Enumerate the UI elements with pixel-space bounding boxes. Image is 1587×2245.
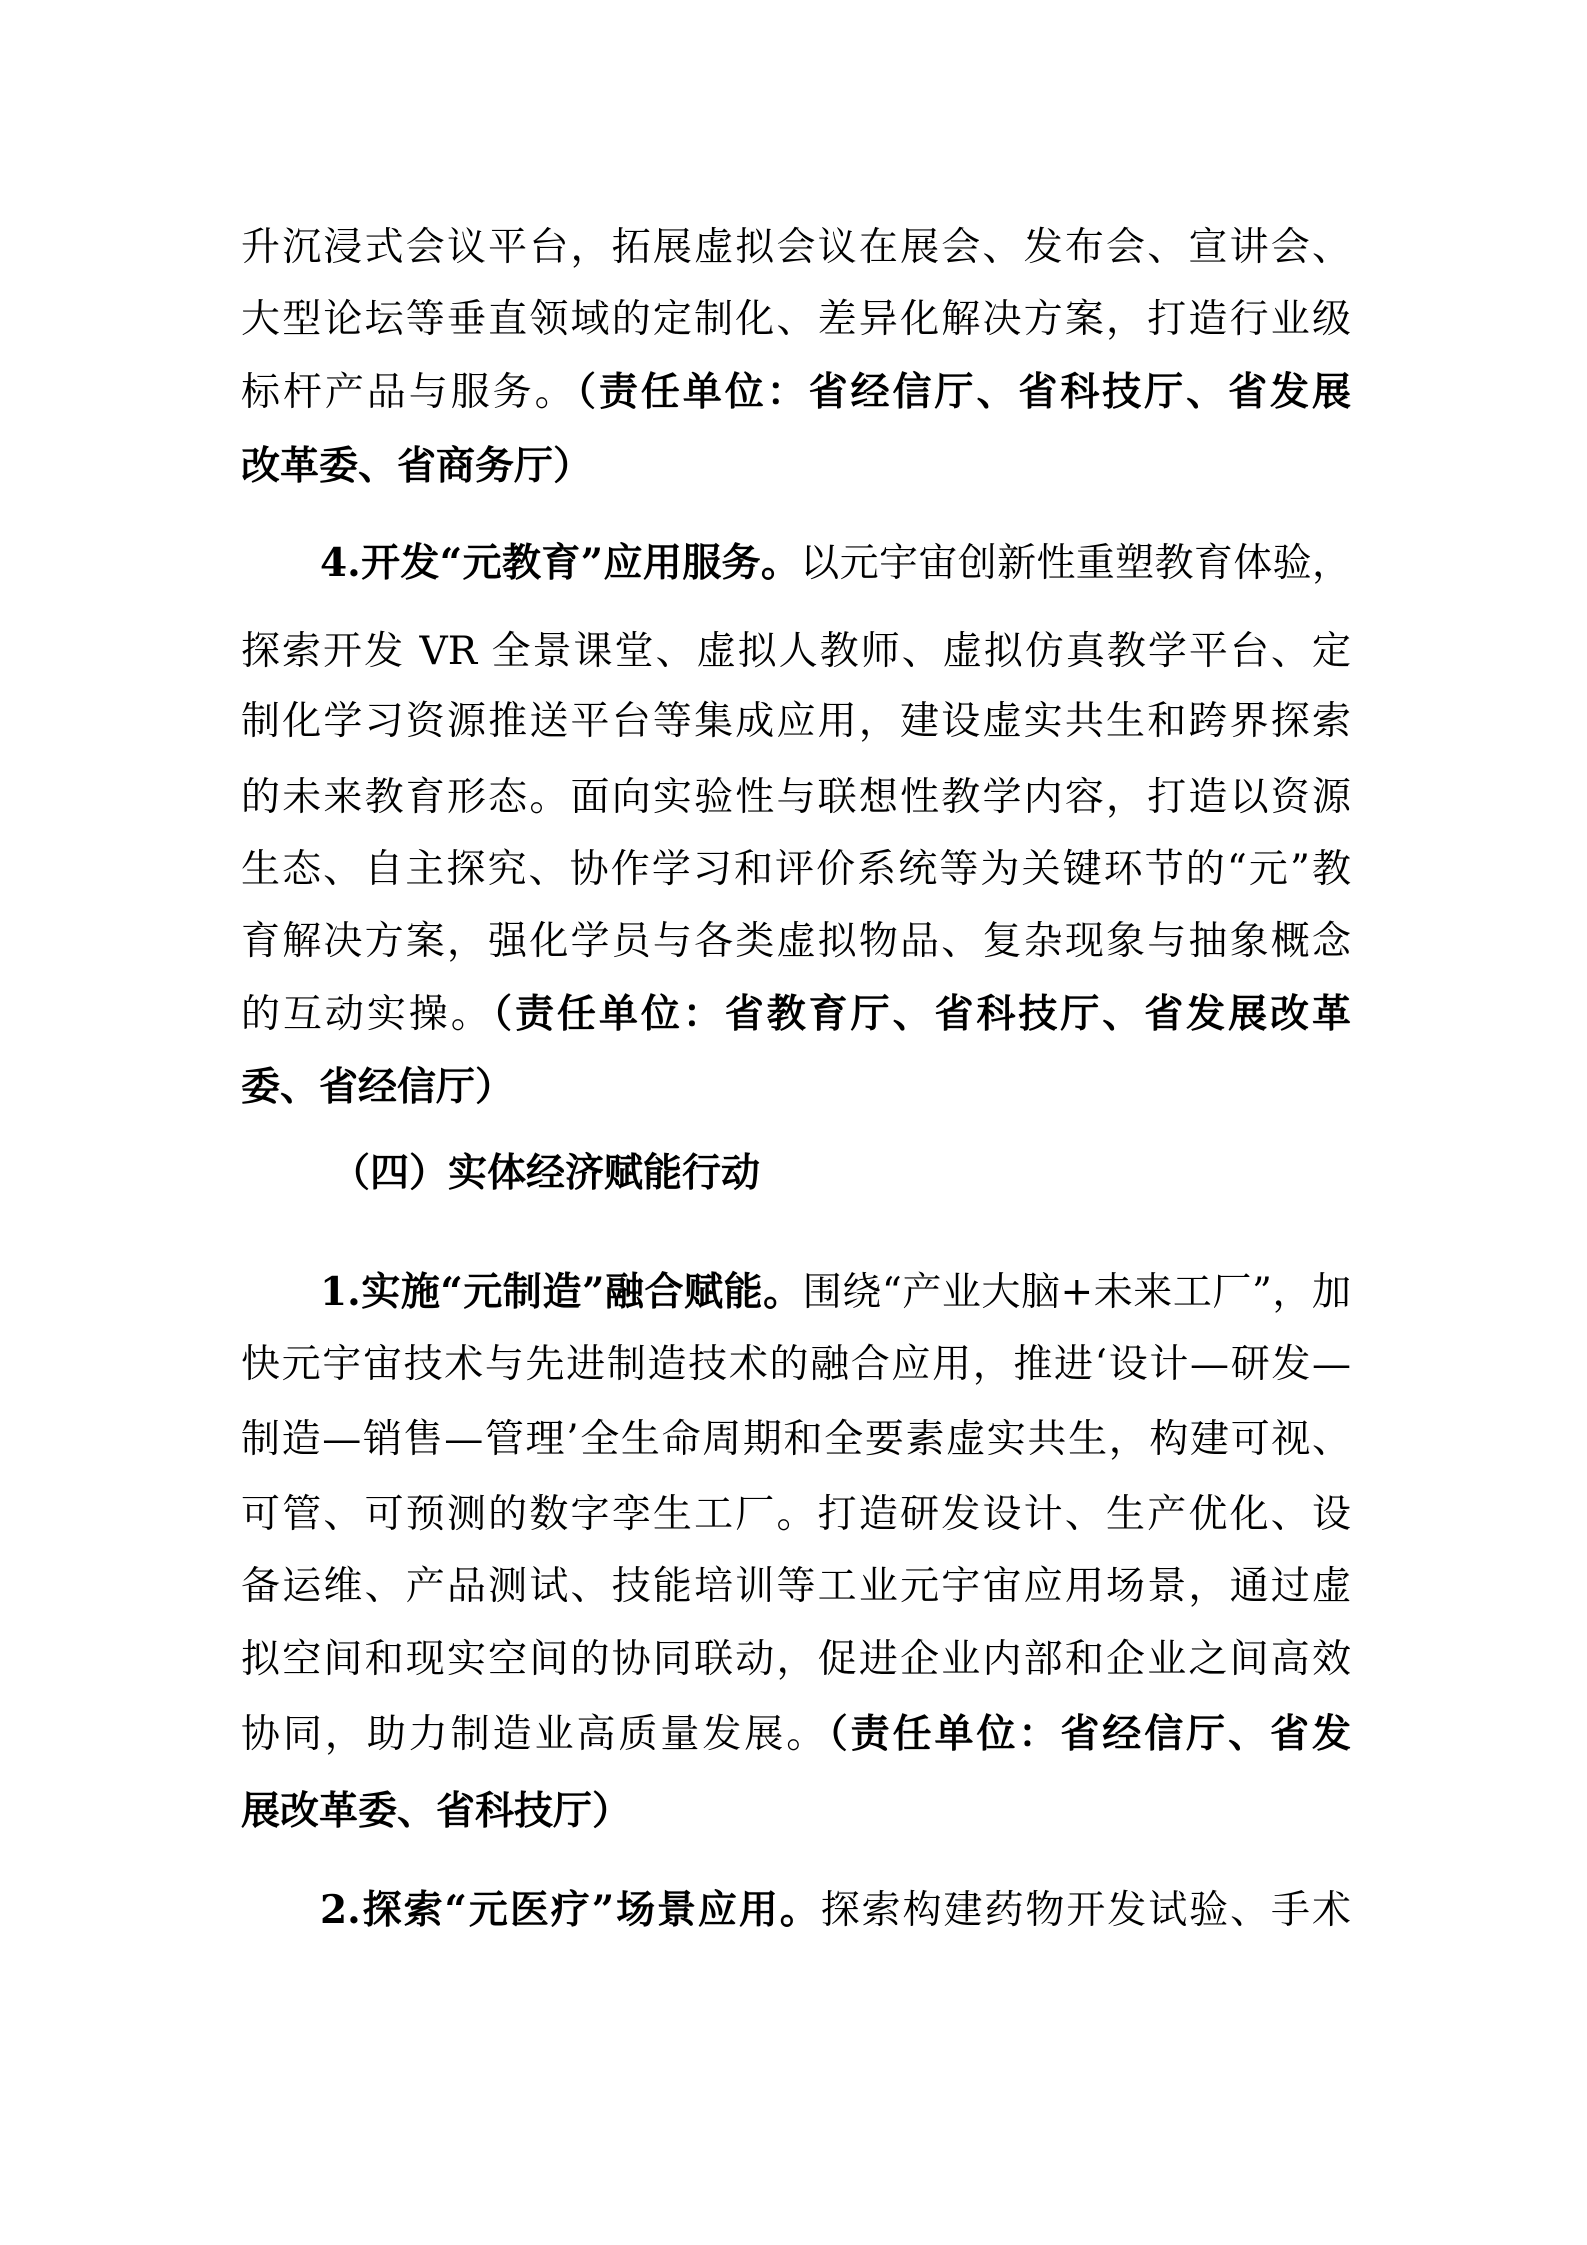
item-title: 2.探索“元医疗”场景应用。 bbox=[320, 1887, 821, 1933]
responsible-units: （责任单位：省经信厅、省发 bbox=[828, 1712, 1351, 1757]
paragraph-line: 生态、自主探究、协作学习和评价系统等为关键环节的“元”教 bbox=[241, 847, 1351, 892]
paragraph-text: 以元宇宙创新性重塑教育体验， bbox=[800, 541, 1351, 586]
paragraph-line: 快元宇宙技术与先进制造技术的融合应用，推进‘设计—研发— bbox=[241, 1342, 1351, 1387]
paragraph-text: 围绕“产业大脑+未来工厂”，加 bbox=[802, 1270, 1351, 1315]
paragraph-text: 标杆产品与服务。 bbox=[241, 370, 577, 415]
paragraph-line: 制造—销售—管理’全生命周期和全要素虚实共生，构建可视、 bbox=[241, 1417, 1351, 1462]
paragraph-line bbox=[241, 363, 1351, 423]
responsible-units: （责任单位：省教育厅、省科技厅、省发展改革 bbox=[492, 992, 1351, 1037]
paragraph-line: 可管、可预测的数字孪生工厂。打造研发设计、生产优化、设 bbox=[241, 1492, 1351, 1537]
paragraph-line bbox=[241, 1058, 1351, 1118]
paragraph-line bbox=[241, 437, 1351, 497]
paragraph-line: 升沉浸式会议平台，拓展虚拟会议在展会、发布会、宣讲会、 bbox=[241, 225, 1351, 270]
item-heading-line bbox=[320, 1262, 1351, 1322]
item-title: 4.开发“元教育”应用服务。 bbox=[320, 540, 801, 586]
paragraph-line bbox=[241, 985, 1351, 1045]
item-heading-line bbox=[320, 533, 1351, 593]
responsible-units: 展改革委、省科技厅） bbox=[241, 1789, 632, 1834]
paragraph-line bbox=[241, 1705, 1351, 1765]
responsible-units: 委、省经信厅） bbox=[241, 1065, 515, 1110]
paragraph-line: 备运维、产品测试、技能培训等工业元宇宙应用场景，通过虚 bbox=[241, 1564, 1351, 1609]
paragraph-line: 育解决方案，强化学员与各类虚拟物品、复杂现象与抽象概念 bbox=[241, 919, 1351, 964]
item-title: 1.实施“元制造”融合赋能。 bbox=[320, 1269, 803, 1315]
item-heading-line bbox=[320, 1880, 1351, 1940]
paragraph-text: 协同，助力制造业高质量发展。 bbox=[241, 1712, 829, 1757]
paragraph-text: 的互动实操。 bbox=[241, 992, 493, 1037]
paragraph-line: 制化学习资源推送平台等集成应用，建设虚实共生和跨界探索 bbox=[241, 699, 1351, 744]
paragraph-line: 的未来教育形态。面向实验性与联想性教学内容，打造以资源 bbox=[241, 775, 1351, 820]
paragraph-line: 探索开发 VR 全景课堂、虚拟人教师、虚拟仿真教学平台、定 bbox=[241, 629, 1351, 674]
paragraph-line bbox=[241, 1782, 1351, 1842]
responsible-units: 改革委、省商务厅） bbox=[241, 444, 593, 489]
paragraph-text: 探索构建药物开发试验、手术 bbox=[820, 1888, 1351, 1933]
section-heading: （四）实体经济赋能行动 bbox=[331, 1150, 761, 1196]
paragraph-line: 拟空间和现实空间的协同联动，促进企业内部和企业之间高效 bbox=[241, 1637, 1351, 1682]
responsible-units: （责任单位：省经信厅、省科技厅、省发展 bbox=[576, 370, 1351, 415]
paragraph-line: 大型论坛等垂直领域的定制化、差异化解决方案，打造行业级 bbox=[241, 297, 1351, 342]
